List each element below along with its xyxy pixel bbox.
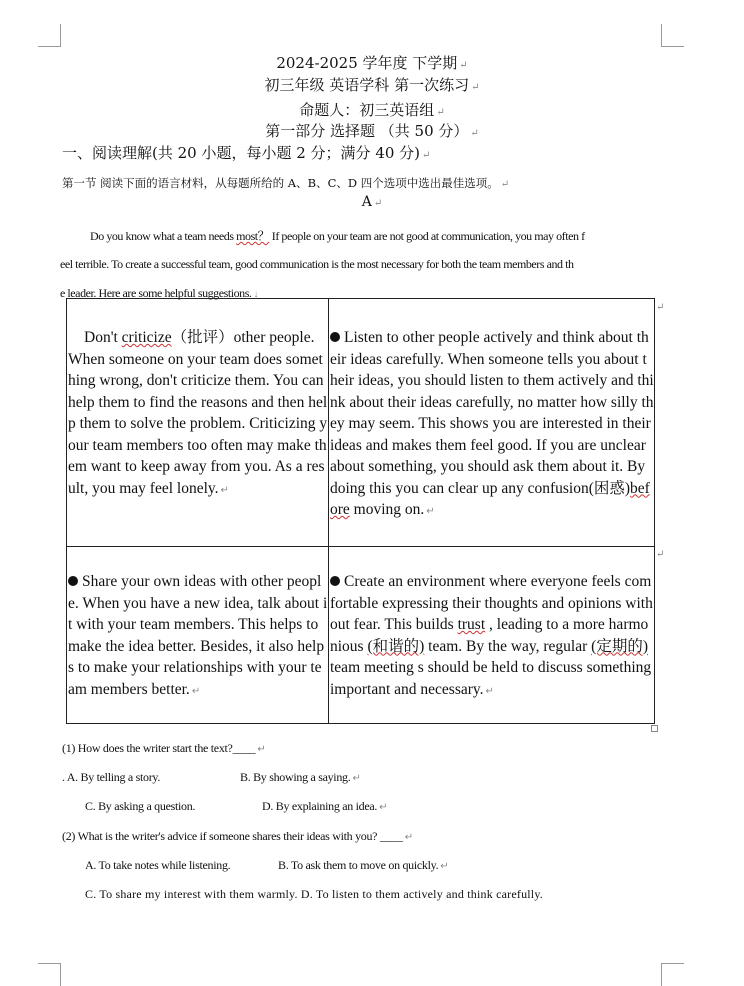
question-2-options-c-d: C. To share my interest with them warmly. D. To listen to them actively and think carefully. [85,887,543,901]
passage-label: A ↵ [361,194,383,210]
passage-line-2: eel terrible. To create a successful team, good communication is the most necessary for both the team members and th [60,257,574,271]
header-grade-subject: 初三年级 英语学科 第一次练习 ↵ [264,76,480,94]
table-row [67,547,655,724]
header-part: 第一部分 选择题 （共 50 分） ↵ [265,122,479,140]
header-author: 命题人：初三英语组 ↵ [299,101,445,119]
question-1-stem: (1) How does the writer start the text?____ ↵ [62,741,266,755]
row-end-mark: ↵ [656,549,665,560]
question-1-option-d: D. By explaining an idea. ↵ [262,799,388,813]
question-1-option-b: B. By showing a saying. ↵ [240,770,361,784]
table-cell-criticize: Don't criticize（批评）other people. When someone on your team does something wrong, don't criticize them. You can help them to find the reasons and then help them to solve the problem. Criticizing your team members too often may make them want to keep away from you. As a result, you may feel lonely. ↵ [67,299,329,547]
bullet-icon [68,576,78,586]
section-instruction: 第一节 阅读下面的语言材料，从每题所给的 A、B、C、D 四个选项中选出最佳选项。 ↵ [62,176,510,190]
row-end-mark: ↵ [656,302,665,313]
table-cell-share: Share your own ideas with other people. When you have a new idea, talk about it with your team members. This helps to make the idea better. Besides, it also helps to make your relationships with your team members better. ↵ [67,547,329,724]
question-2-stem: (2) What is the writer's advice if someone shares their ideas with you? ____ ↵ [62,829,413,843]
question-1-option-a: . A. By telling a story. [62,770,161,784]
table-row [67,299,655,547]
passage-line-1: Do you know what a team needs most？ If people on your team are not good at communication, you may often f [90,229,585,243]
question-2-option-a: A. To take notes while listening. [85,858,231,872]
crop-mark-top-left [38,24,61,47]
passage-line-3: e leader. Here are some helpful suggestions. ↓ [60,286,259,300]
question-1-option-c: C. By asking a question. [85,799,196,813]
table-resize-handle[interactable] [651,725,658,732]
bullet-icon [330,576,340,586]
table-cell-environment: Create an environment where everyone feels comfortable expressing their thoughts and opinions without fear. This builds trust , leading to a more harmonious (和谐的) team. By the way, regular (定期的) team meeting s should be held to discuss something important and necessary. ↵ [329,547,655,724]
table-cell-listen: Listen to other people actively and think about their ideas carefully. When someone tells you about their ideas, you should listen to them actively and think about their ideas carefully, no matter how silly they may seem. This shows you are interested in their ideas and makes them feel good. If you are unclear about something, you should ask them about it. By doing this you can clear up any confusion(困惑)before moving on. ↵ [329,299,655,547]
crop-mark-bottom-right [661,963,684,986]
question-2-option-b: B. To ask them to move on quickly. ↵ [278,858,449,872]
section-title: 一、阅读理解(共 20 小题，每小题 2 分；满分 40 分) ↵ [62,144,431,162]
header-year-term: 2024-2025 学年度 下学期 ↵ [276,54,468,72]
crop-mark-bottom-left [38,963,61,986]
crop-mark-top-right [661,24,684,47]
suggestions-table [66,298,655,724]
bullet-icon [330,332,340,342]
